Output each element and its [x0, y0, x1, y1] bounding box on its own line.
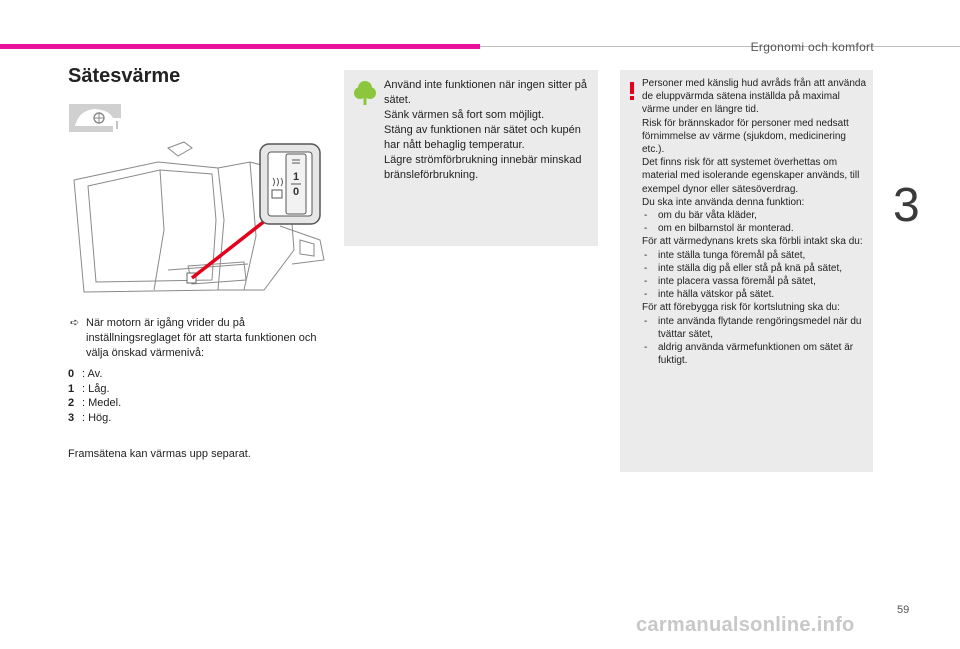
level-code: 2 — [68, 397, 75, 409]
page-title: Sätesvärme — [68, 65, 181, 87]
list-item — [68, 411, 121, 426]
arrow-bullet-icon: ➪ — [70, 317, 80, 329]
warning-item-text: inte hälla vätskor på sätet. — [658, 289, 775, 301]
list-item: - aldrig använda värmefunktionen om sätet är fuktigt. — [644, 342, 854, 367]
eco-tip-box — [344, 70, 598, 246]
warning-box — [620, 70, 873, 472]
level-code: 3 — [68, 411, 75, 424]
header-accent-bar — [0, 44, 480, 49]
dial-label-1: 1 — [292, 171, 300, 183]
eco-tip-line: Lägre strömförbrukning innebär minskad bränsleförbrukning. — [384, 154, 582, 181]
header-rule — [480, 46, 960, 47]
eco-tip-line: Stäng av funktionen när sätet och kupén har nått behaglig temperatur. — [384, 124, 581, 151]
warning-paragraph: Du ska inte använda denna funktion: — [642, 196, 805, 208]
warning-paragraph: Det finns risk för att systemet överhettas om material med isolerande egenskaper används, till exempel dynor eller sätesöverdrag. — [642, 157, 860, 195]
list-item: - inte placera vassa föremål på sätet, — [644, 276, 816, 288]
warning-item-text: om en bilbarnstol är monterad. — [658, 223, 794, 235]
heat-level-list — [68, 367, 121, 425]
list-item — [68, 396, 121, 411]
level-label: : Av. — [82, 368, 103, 380]
list-item: - inte hälla vätskor på sätet. — [644, 289, 775, 301]
list-item: - om en bilbarnstol är monterad. — [644, 223, 794, 235]
warning-text — [642, 77, 870, 367]
list-item: - inte använda flytande rengöringsmedel när du tvättar sätet, — [644, 315, 862, 340]
instruction-step — [68, 316, 330, 361]
level-code: 1 — [68, 382, 75, 395]
level-label: : Låg. — [82, 382, 110, 395]
level-label: : Medel. — [82, 397, 122, 409]
warning-item-text: inte använda flytande rengöringsmedel när du tvättar sätet, — [658, 315, 862, 340]
warning-paragraph: Risk för brännskador för personer med nedsatt förnimmelse av värme (sjukdom, medicinering etc.). — [642, 117, 849, 156]
watermark: carmanualsonline.info — [636, 614, 855, 636]
list-item — [68, 382, 121, 397]
chapter-number: 3 — [893, 179, 920, 232]
eco-tree-icon — [354, 80, 376, 106]
eco-tip-line: Sänk värmen så fort som möjligt. — [384, 109, 545, 121]
eco-tip-text — [384, 78, 590, 183]
warning-item-text: om du bär våta kläder, — [658, 210, 757, 222]
eco-tip-line: Använd inte funktionen när ingen sitter på sätet. — [384, 79, 588, 106]
level-label: : Hög. — [82, 411, 112, 424]
seat-heating-illustration — [68, 140, 330, 300]
list-item — [68, 367, 121, 382]
warning-item-text: inte placera vassa föremål på sätet, — [658, 276, 816, 288]
chapter-title: Ergonomi och komfort — [750, 40, 874, 54]
warning-item-text: inte ställa tunga föremål på sätet, — [658, 249, 806, 261]
front-seats-note: Framsätena kan värmas upp separat. — [68, 448, 251, 460]
list-item: - om du bär våta kläder, — [644, 210, 757, 222]
list-item: - inte ställa dig på eller stå på knä på sätet, — [644, 262, 843, 274]
warning-item-text: inte ställa dig på eller stå på knä på sätet, — [658, 262, 843, 274]
warning-paragraph: Personer med känslig hud avråds från att använda de eluppvärmda sätena inställda på maximal värme under en längre tid. — [642, 78, 867, 116]
warning-paragraph: För att värmedynans krets ska förbli intakt ska du: — [642, 236, 863, 248]
car-interior-icon — [69, 104, 121, 132]
page-number: 59 — [897, 604, 910, 616]
list-item: - inte ställa tunga föremål på sätet, — [644, 249, 806, 261]
exclamation-warning-icon — [628, 82, 636, 100]
level-code: 0 — [68, 368, 75, 380]
dial-label-0: 0 — [292, 186, 300, 198]
warning-paragraph: För att förebygga risk för kortslutning ska du: — [642, 302, 840, 314]
warning-item-text: aldrig använda värmefunktionen om sätet är fuktigt. — [658, 342, 854, 367]
instruction-step-text: När motorn är igång vrider du på inställningsreglaget för att starta funktionen och välja önskad värmenivå: — [86, 317, 317, 359]
